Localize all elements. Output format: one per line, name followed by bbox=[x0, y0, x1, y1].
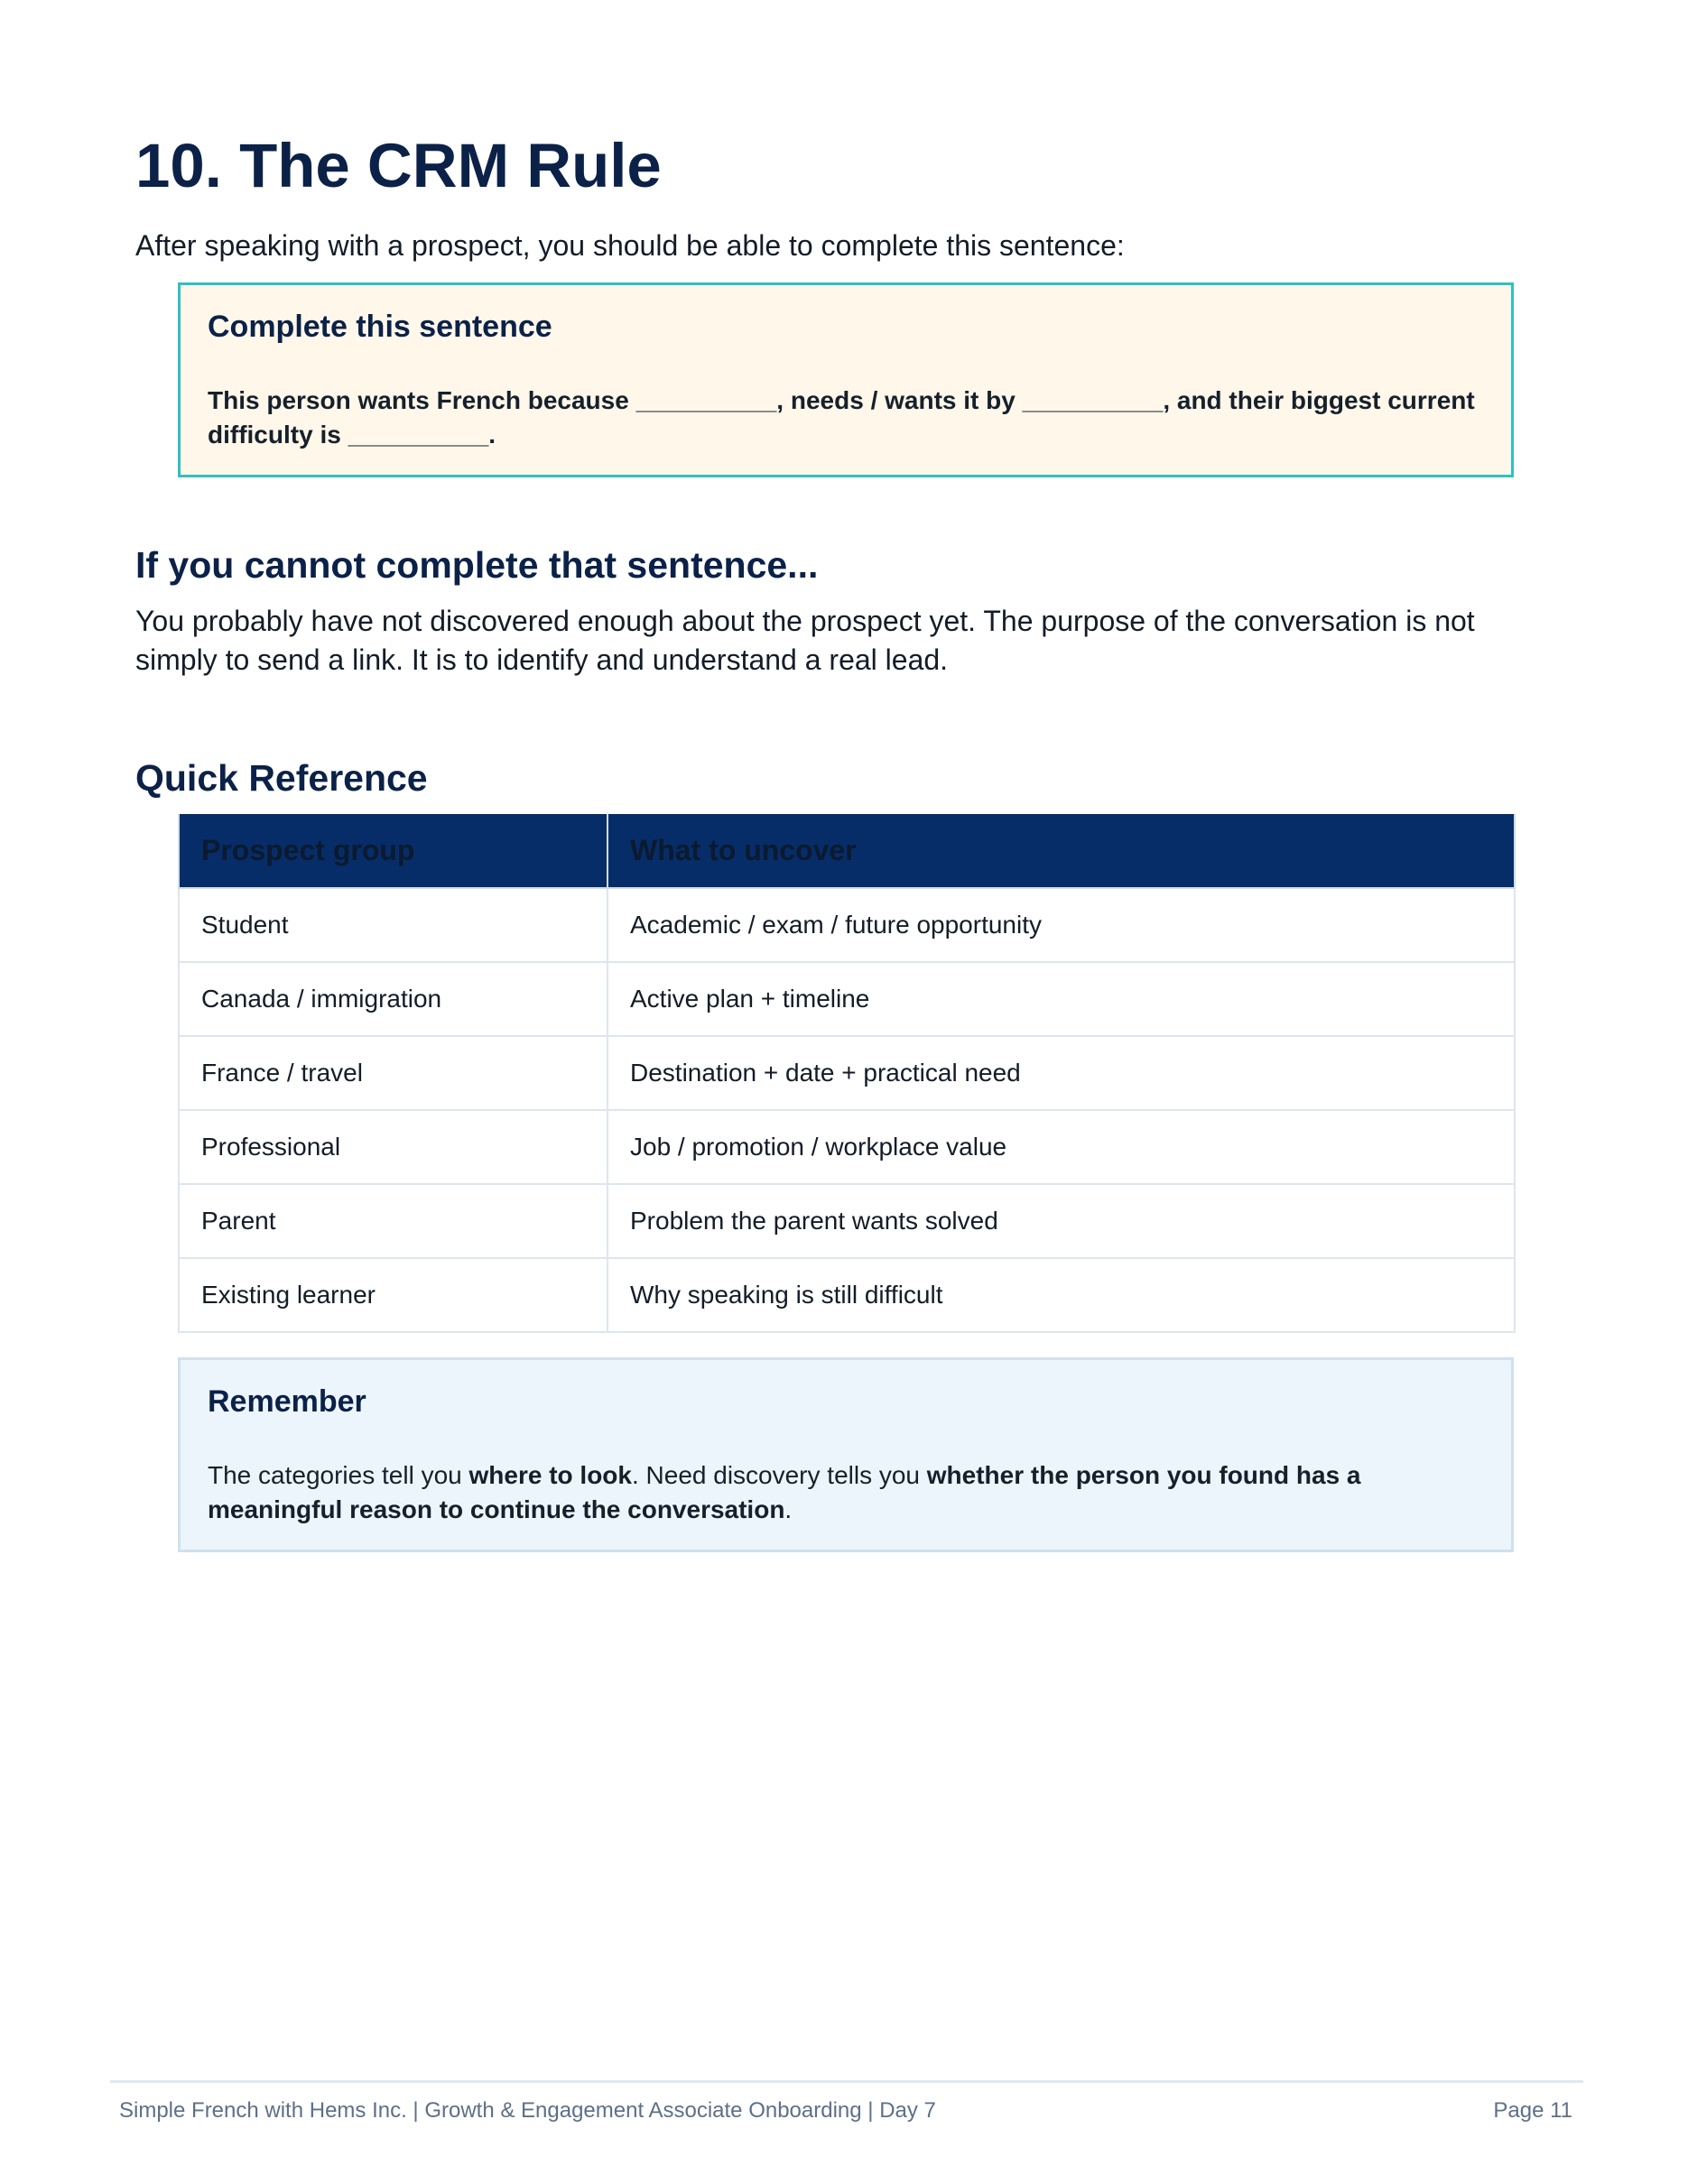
remember-callout-box bbox=[178, 1357, 1514, 1552]
table-row bbox=[179, 1258, 1515, 1332]
what-to-uncover-cell: Destination + date + practical need bbox=[607, 1036, 1515, 1110]
quick-reference-table bbox=[178, 814, 1516, 1333]
remember-text-part: . Need discovery tells you bbox=[631, 1460, 927, 1489]
cannot-complete-body: You probably have not discovered enough about the prospect yet. The purpose of the conversation is not simply to send a link. It is to identify and understand a real lead. bbox=[135, 605, 1475, 677]
cannot-complete-heading: If you cannot complete that sentence... bbox=[135, 544, 819, 586]
table-row bbox=[179, 1036, 1515, 1110]
remember-text-part: The categories tell you bbox=[208, 1460, 469, 1489]
what-to-uncover-cell: Why speaking is still difficult bbox=[607, 1258, 1515, 1332]
prospect-group-cell: Student bbox=[179, 888, 607, 962]
page-title: 10. The CRM Rule bbox=[135, 131, 662, 200]
footer-page-number: Page 11 bbox=[1493, 2098, 1572, 2123]
quick-reference-heading: Quick Reference bbox=[135, 757, 428, 799]
table-row bbox=[179, 1184, 1515, 1258]
prospect-group-cell: Canada / immigration bbox=[179, 962, 607, 1036]
sentence-callout-box bbox=[178, 282, 1514, 477]
remember-text-part: . bbox=[784, 1495, 793, 1523]
prospect-group-cell: Professional bbox=[179, 1110, 607, 1184]
sentence-box-title: Complete this sentence bbox=[208, 310, 552, 344]
remember-bold-meaningful-reason: whether the person you found has a meaningful reason to continue the conversation bbox=[208, 1460, 1361, 1523]
remember-bold-where-to-look: where to look bbox=[468, 1460, 632, 1489]
column-header-prospect-group: Prospect group bbox=[179, 814, 607, 888]
footer-divider bbox=[110, 2080, 1583, 2083]
table-row bbox=[179, 888, 1515, 962]
table-row bbox=[179, 1110, 1515, 1184]
remember-text bbox=[208, 1458, 1484, 1527]
sentence-template-text: This person wants French because __________, needs / wants it by __________, and their biggest current difficulty is __________. bbox=[208, 385, 1475, 449]
table-header-row bbox=[179, 814, 1515, 888]
prospect-group-cell: France / travel bbox=[179, 1036, 607, 1110]
footer-company-text: Simple French with Hems Inc. | Growth & Engagement Associate Onboarding | Day 7 bbox=[119, 2098, 936, 2123]
what-to-uncover-cell: Academic / exam / future opportunity bbox=[607, 888, 1515, 962]
column-header-what-to-uncover: What to uncover bbox=[607, 814, 1515, 888]
prospect-group-cell: Existing learner bbox=[179, 1258, 607, 1332]
remember-box-title: Remember bbox=[208, 1384, 366, 1419]
what-to-uncover-cell: Problem the parent wants solved bbox=[607, 1184, 1515, 1258]
intro-text: After speaking with a prospect, you should be able to complete this sentence: bbox=[135, 229, 1125, 262]
what-to-uncover-cell: Active plan + timeline bbox=[607, 962, 1515, 1036]
prospect-group-cell: Parent bbox=[179, 1184, 607, 1258]
what-to-uncover-cell: Job / promotion / workplace value bbox=[607, 1110, 1515, 1184]
table-row bbox=[179, 962, 1515, 1036]
